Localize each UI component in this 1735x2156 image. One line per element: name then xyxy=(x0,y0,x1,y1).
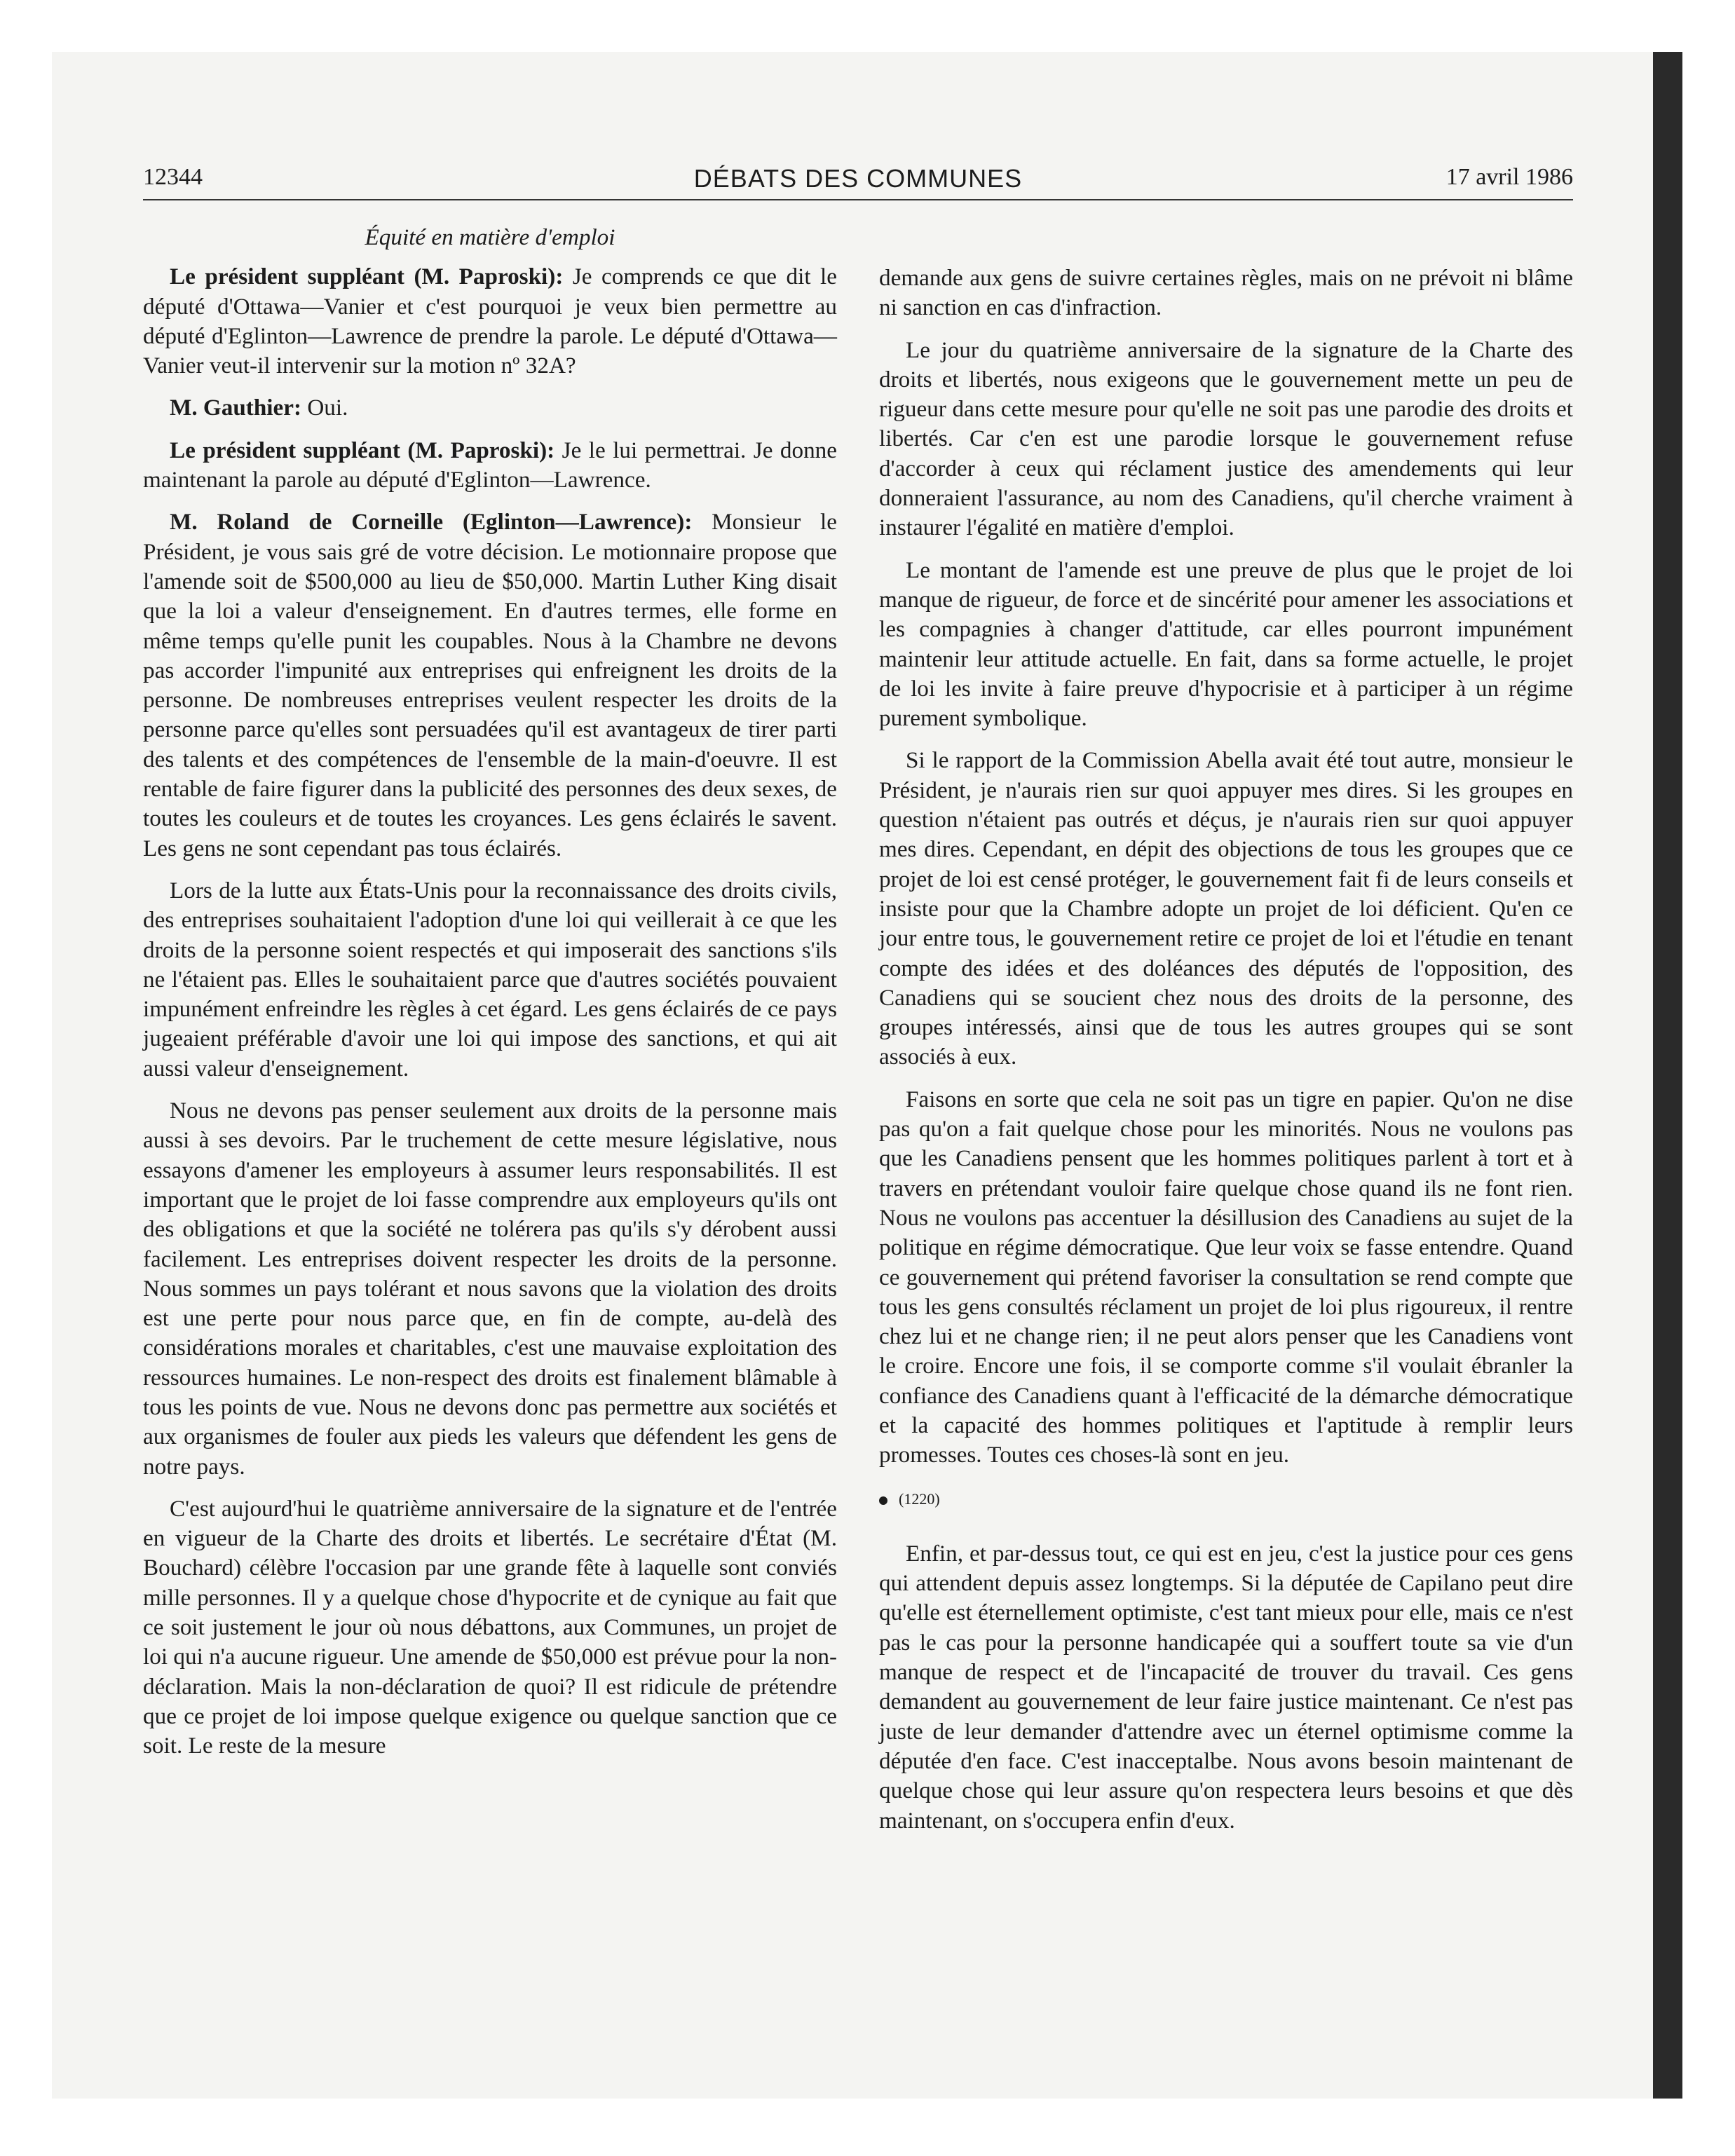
paragraph xyxy=(143,436,837,496)
paragraph-text: C'est aujourd'hui le quatrième anniversaire de la signature et de l'entrée en vigueur de la Charte des droits et libertés. Le secrétaire d'État (M. Bouchard) célèbre l'occasion par une grande fête à laquelle sont conviés mille personnes. Il y a quelque chose d'hypocrite et de cynique au fait que ce soit justement le jour où nous débattons, aux Communes, un projet de loi qui n'a aucune rigueur. Une amende de $50,000 est prévue pour la non-déclaration. Mais la non-déclaration de quoi? Il est ridicule de prétendre que ce projet de loi impose quelque exigence ou quelque sanction que ce soit. Le reste de la mesure xyxy=(143,1495,837,1759)
speaker-name: Le président suppléant (M. Paproski): xyxy=(170,437,555,463)
paragraph xyxy=(143,876,837,1084)
page-number: 12344 xyxy=(143,164,203,190)
paragraph: Enfin, et par-dessus tout, ce qui est en jeu, c'est la justice pour ces gens qui attendent depuis assez longtemps. Si la députée de Capilano peut dire qu'elle est éternellement optimiste, c'est tant mieux pour elle, mais ce n'est pas le cas pour la personne handicapée qui a souffert toute sa vie d'un manque de respect et de l'incapacité de trouver du travail. Ces gens demandent au gouvernement de leur faire justice maintenant. Ce n'est pas juste de leur demander d'attendre avec un éternel optimisme comme la députée d'en face. C'est inacceptalbe. Nous avons besoin maintenant de quelque chose qui leur assure qu'on respectera leurs besoins et que dès maintenant, on s'occupera enfin d'eux. xyxy=(879,1540,1573,1834)
speaker-name: Le président suppléant (M. Paproski): xyxy=(170,264,564,290)
publication-title: DÉBATS DES COMMUNES xyxy=(693,164,1023,193)
issue-date: 17 avril 1986 xyxy=(1445,164,1573,190)
paragraph-text: Je le lui permettrai. Je donne maintenant la parole au député d'Eglinton—Lawrence. xyxy=(143,437,838,493)
paragraph xyxy=(143,507,837,864)
left-column xyxy=(143,223,837,1774)
paragraph: demande aux gens de suivre certaines règles, mais on ne prévoit ni blâme ni sanction en cas d'infraction. xyxy=(879,265,1573,321)
paragraph: Le montant de l'amende est une preuve de plus que le projet de loi manque de rigueur, de force et de sincérité pour amener les associations et les compagnies à changer d'attitude, car elles pourront impunément maintenir leur attitude actuelle. En fait, dans sa forme actuelle, le projet de loi les invite à faire preuve d'hypocrisie et à participer à un régime purement symbolique. xyxy=(879,557,1573,732)
paragraph-text: Monsieur le Président, je vous sais gré de votre décision. Le motionnaire propose que l'amende soit de $500,000 au lieu de $50,000. Martin Luther King disait que la loi a valeur d'enseignement. En d'autres termes, elle forme en même temps qu'elle punit les coupables. Nous à la Chambre ne devons pas accorder l'impunité aux entreprises qui enfreignent les droits de la personne. De nombreuses entreprises veulent respecter les droits de la personne parce qu'elles sont persuadées qu'il est avantageux de tirer parti des talents et des compétences de l'ensemble de la main-d'oeuvre. Il est rentable de faire figurer dans la publicité des personnes des deux sexes, de toutes les couleurs et de toutes les croyances. Les gens éclairés le savent. Les gens ne sont cependant pas tous éclairés. xyxy=(143,509,837,861)
time-marker xyxy=(879,1485,1573,1514)
paragraph: Faisons en sorte que cela ne soit pas un tigre en papier. Qu'on ne dise pas qu'on a fait quelque chose pour les minorités. Nous ne voulons pas que les Canadiens pensent que les hommes politiques parlent à tort et à travers en prétendant vouloir faire quelque chose quand ils ne font rien. Nous ne voulons pas accentuer la désillusion des Canadiens au sujet de la politique en régime démocratique. Que leur voix se fasse entendre. Quand ce gouvernement qui prétend favoriser la consultation se rend compte que tous les gens consultés réclament un projet de loi plus rigoureux, il rentre chez lui et ne change rien; il ne peut alors penser que les Canadiens vont le croire. Encore une fois, il se comporte comme s'il voulait ébranler la confiance des Canadiens quant à l'efficacité de la démarche démocratique et la capacité des hommes politiques et l'aptitude à remplir leurs promesses. Toutes ces choses-là sont en jeu. xyxy=(879,1086,1573,1468)
time-marker-label: (1220) xyxy=(899,1489,940,1508)
speaker-name: M. Roland de Corneille (Eglinton—Lawrence): xyxy=(170,509,693,535)
right-column xyxy=(879,264,1573,1848)
speaker-name: M. Gauthier: xyxy=(170,395,302,421)
paragraph-text: Oui. xyxy=(301,395,348,421)
paragraph xyxy=(143,1096,837,1482)
paragraph xyxy=(143,262,837,381)
bullet-dot-icon xyxy=(879,1496,887,1505)
section-subheading: Équité en matière d'emploi xyxy=(365,224,615,250)
header-rule xyxy=(143,199,1573,200)
paragraph: Le jour du quatrième anniversaire de la signature de la Charte des droits et libertés, nous exigeons que le gouvernement mette un peu de rigueur dans cette mesure pour qu'elle ne soit pas une parodie des droits et libertés. Car c'en est une parodie lorsque le gouvernement refuse d'accorder à ceux qui réclament justice des amendements qui leur donneraient l'assurance, au nom des Canadiens, qu'il cherche vraiment à instaurer l'égalité en matière d'emploi. xyxy=(879,336,1573,541)
scan-edge-bar xyxy=(1653,52,1682,2099)
paragraph xyxy=(143,393,837,423)
paragraph-text: Je comprends ce que dit le député d'Ottawa—Vanier et c'est pourquoi je veux bien permettre au député d'Eglinton—Lawrence de prendre la parole. Le député d'Ottawa—Vanier veut-il intervenir sur la motion nº 32A? xyxy=(143,264,837,379)
paragraph: Si le rapport de la Commission Abella avait été tout autre, monsieur le Président, je n'aurais rien sur quoi appuyer mes dires. Si les groupes en question n'étaient pas outrés et déçus, je n'aurais rien sur quoi appuyer mes dires. Cependant, en dépit des objections de tous les groupes que ce projet de loi est censé protéger, le gouvernement fait fi de leurs conseils et insiste pour que la Chambre adopte un projet de loi déficient. Qu'en ce jour entre tous, le gouvernement retire ce projet de loi et l'étudie en tenant compte des idées et des doléances des députés de l'opposition, des Canadiens qui se soucient chez nous des droits de la personne, des groupes intéressés, ainsi que de tous les autres groupes qui se sont associés à eux. xyxy=(879,747,1573,1070)
paragraph-text: Lors de la lutte aux États-Unis pour la reconnaissance des droits civils, des entreprises souhaitaient l'adoption d'une loi qui veillerait à ce que les droits de la personne soient respectés et qui imposerait des sanctions s'ils ne l'étaient pas. Elles le souhaitaient parce que d'autres sociétés pouvaient impunément enfreindre les règles à cet égard. Les gens éclairés de ce pays jugeaient préférable d'avoir une loi qui impose des sanctions, et qui ait aussi valeur d'enseignement. xyxy=(143,877,837,1082)
paragraph-text: Nous ne devons pas penser seulement aux droits de la personne mais aussi à ses devoirs. Par le truchement de cette mesure législative, nous essayons d'amener les employeurs à assumer leurs responsabilités. Il est important que le projet de loi fasse comprendre aux employeurs qu'ils ont des obligations et que la société ne tolérera pas qu'ils s'y dérobent aussi facilement. Les entreprises doivent respecter les droits de la personne. Nous sommes un pays tolérant et nous savons que la violation des droits est une perte pour nous parce que, en fin de compte, au-delà des considérations morales et charitables, c'est une mauvaise exploitation des ressources humaines. Le non-respect des droits est finalement blâmable à tous les points de vue. Nous ne devons donc pas permettre aux sociétés et aux organismes de fouler aux pieds les valeurs que défendent les gens de notre pays. xyxy=(143,1098,837,1480)
paragraph xyxy=(143,1494,837,1761)
